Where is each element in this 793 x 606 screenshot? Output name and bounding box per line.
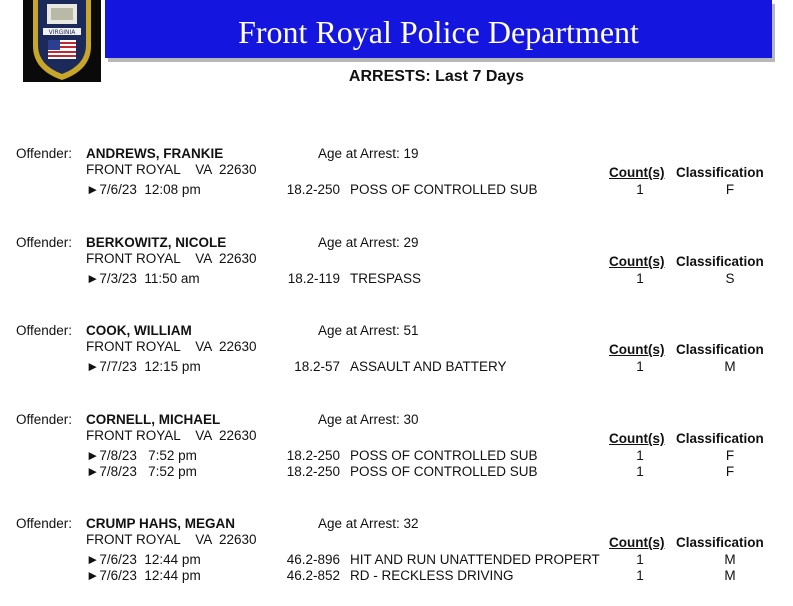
charge-count: 1 xyxy=(636,271,644,286)
offender-address: FRONT ROYAL VA 22630 xyxy=(86,251,257,266)
offender-record xyxy=(0,235,793,325)
offender-label: Offender: xyxy=(16,235,73,250)
offender-name: COOK, WILLIAM xyxy=(86,323,192,338)
charge-code: 18.2-250 xyxy=(286,182,340,197)
charge-count: 1 xyxy=(636,568,644,583)
charge-row xyxy=(0,182,793,198)
offender-record xyxy=(0,516,793,606)
charge-code: 46.2-896 xyxy=(286,552,340,567)
charge-classification: S xyxy=(725,271,735,286)
header-banner xyxy=(105,0,772,58)
charge-code: 18.2-250 xyxy=(286,464,340,479)
svg-text:VIRGINIA: VIRGINIA xyxy=(48,29,76,36)
offender-name: BERKOWITZ, NICOLE xyxy=(86,235,227,250)
report-title: ARRESTS: Last 7 Days xyxy=(348,68,525,85)
charge-description: POSS OF CONTROLLED SUB xyxy=(350,182,538,197)
charge-count: 1 xyxy=(636,359,644,374)
charge-classification: F xyxy=(725,182,735,197)
offender-label: Offender: xyxy=(16,146,73,161)
charge-datetime: ►7/6/23 12:44 pm xyxy=(86,568,201,583)
offender-label: Offender: xyxy=(16,412,73,427)
counts-header: Count(s) xyxy=(609,431,665,446)
charge-code: 18.2-119 xyxy=(287,271,340,286)
charge-code: 18.2-250 xyxy=(286,448,340,463)
department-title: Front Royal Police Department xyxy=(238,14,639,50)
offender-record xyxy=(0,412,793,502)
charge-description: ASSAULT AND BATTERY xyxy=(350,359,507,374)
age-at-arrest: Age at Arrest: 32 xyxy=(318,516,419,531)
age-at-arrest: Age at Arrest: 29 xyxy=(318,235,419,250)
counts-header: Count(s) xyxy=(609,342,665,357)
charge-description: TRESPASS xyxy=(350,271,422,286)
offender-name: CORNELL, MICHAEL xyxy=(86,412,221,427)
charge-datetime: ►7/3/23 11:50 am xyxy=(86,271,200,286)
charge-description: HIT AND RUN UNATTENDED PROPERT xyxy=(350,552,600,567)
classification-header: Classification xyxy=(676,431,764,446)
offender-name: CRUMP HAHS, MEGAN xyxy=(86,516,236,531)
offender-address: FRONT ROYAL VA 22630 xyxy=(86,162,257,177)
offender-address: FRONT ROYAL VA 22630 xyxy=(86,428,257,443)
charge-datetime: ►7/6/23 12:08 pm xyxy=(86,182,201,197)
charge-row xyxy=(0,552,793,568)
offender-address: FRONT ROYAL VA 22630 xyxy=(86,339,257,354)
charge-count: 1 xyxy=(636,182,644,197)
charge-classification: M xyxy=(724,359,736,374)
charge-description: RD - RECKLESS DRIVING xyxy=(350,568,514,583)
charge-classification: M xyxy=(724,552,736,567)
charge-description: POSS OF CONTROLLED SUB xyxy=(350,464,538,479)
charge-row xyxy=(0,448,793,464)
classification-header: Classification xyxy=(676,535,764,550)
offender-label: Offender: xyxy=(16,516,73,531)
age-at-arrest: Age at Arrest: 19 xyxy=(318,146,419,161)
age-at-arrest: Age at Arrest: 30 xyxy=(318,412,419,427)
charge-description: POSS OF CONTROLLED SUB xyxy=(350,448,538,463)
charge-code: 18.2-57 xyxy=(294,359,340,374)
charge-row xyxy=(0,464,793,480)
charge-datetime: ►7/8/23 7:52 pm xyxy=(86,448,197,463)
classification-header: Classification xyxy=(676,165,764,180)
charge-datetime: ►7/6/23 12:44 pm xyxy=(86,552,201,567)
classification-header: Classification xyxy=(676,342,764,357)
charge-count: 1 xyxy=(636,448,644,463)
age-at-arrest: Age at Arrest: 51 xyxy=(318,323,419,338)
charge-code: 46.2-852 xyxy=(286,568,340,583)
counts-header: Count(s) xyxy=(609,254,665,269)
offender-address: FRONT ROYAL VA 22630 xyxy=(86,532,257,547)
counts-header: Count(s) xyxy=(609,165,665,180)
offender-label: Offender: xyxy=(16,323,73,338)
counts-header: Count(s) xyxy=(609,535,665,550)
classification-header: Classification xyxy=(676,254,764,269)
charge-row xyxy=(0,359,793,375)
charge-row xyxy=(0,271,793,287)
charge-classification: M xyxy=(724,568,736,583)
charge-classification: F xyxy=(725,448,735,463)
offender-record xyxy=(0,323,793,413)
charge-count: 1 xyxy=(636,464,644,479)
charge-datetime: ►7/7/23 12:15 pm xyxy=(86,359,201,374)
offender-record xyxy=(0,146,793,236)
charge-count: 1 xyxy=(636,552,644,567)
offender-name: ANDREWS, FRANKIE xyxy=(86,146,224,161)
charge-row xyxy=(0,568,793,584)
charge-classification: F xyxy=(725,464,735,479)
charge-datetime: ►7/8/23 7:52 pm xyxy=(86,464,197,479)
